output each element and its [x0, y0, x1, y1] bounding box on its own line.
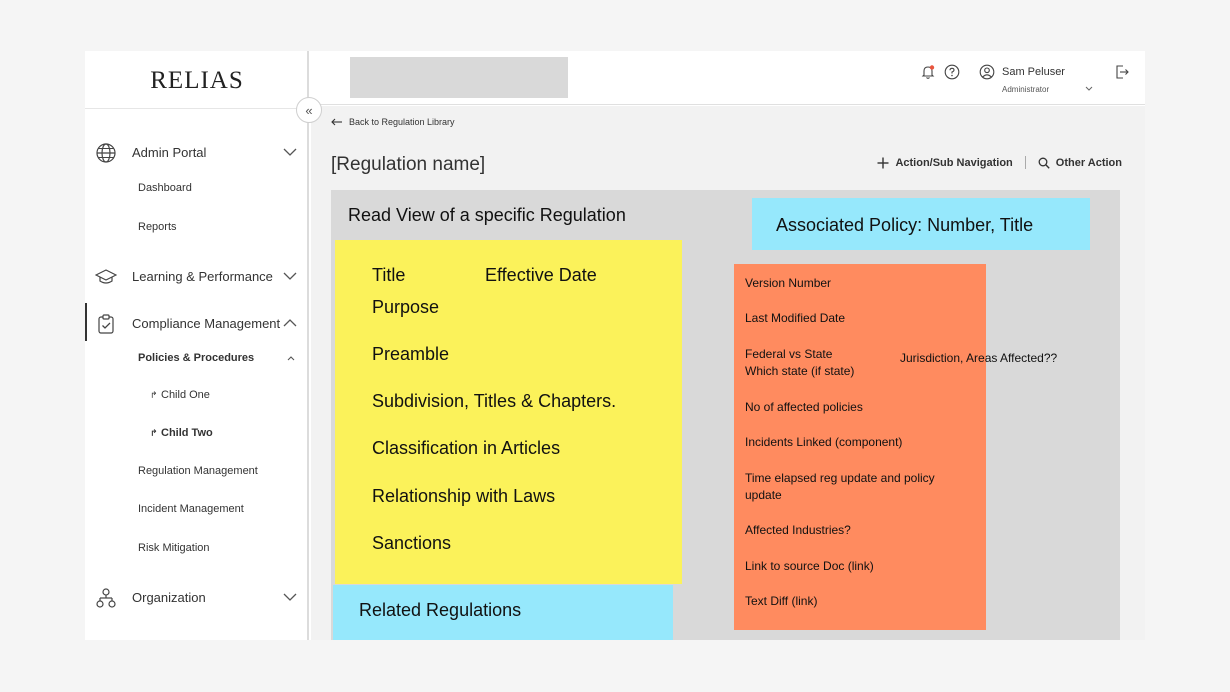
- associated-policy-note: [752, 198, 1090, 250]
- meta-affected-industries: Affected Industries?: [745, 523, 851, 537]
- arrow-left-icon: [331, 118, 343, 126]
- back-link-label: Back to Regulation Library: [349, 117, 455, 127]
- action-divider: [1025, 156, 1026, 169]
- field-sanctions: Sanctions: [372, 533, 452, 553]
- sidebar-item-policies-procedures[interactable]: [138, 352, 254, 364]
- chevron-down-icon: [283, 145, 297, 159]
- field-classification: Classification in Articles: [372, 438, 561, 458]
- help-icon[interactable]: [944, 64, 960, 80]
- chevron-down-icon: [283, 590, 297, 604]
- graduation-cap-icon: [95, 266, 117, 288]
- sidebar-section-admin-portal[interactable]: [85, 137, 309, 167]
- action-label: Other Action: [1055, 156, 1122, 169]
- back-to-library-link[interactable]: [331, 117, 455, 127]
- app-window: [85, 51, 1145, 640]
- sidebar-section-learning-performance[interactable]: [85, 261, 309, 291]
- user-name[interactable]: Sam Peluser: [1002, 66, 1065, 78]
- sidebar: [85, 51, 309, 640]
- meta-text-diff[interactable]: Text Diff (link): [745, 594, 818, 608]
- meta-affected-policies: No of affected policies: [745, 400, 863, 414]
- chevron-down-icon[interactable]: [1084, 85, 1094, 93]
- sidebar-section-label: Organization: [132, 589, 206, 605]
- related-regulations-note: [333, 585, 673, 640]
- meta-incidents-linked: Incidents Linked (component): [745, 435, 903, 449]
- field-preamble: Preamble: [372, 344, 450, 364]
- sidebar-item-risk-mitigation[interactable]: Risk Mitigation: [138, 542, 210, 554]
- field-title: Title: [372, 265, 406, 285]
- sidebar-section-label: Admin Portal: [132, 144, 207, 160]
- top-header: [311, 51, 1145, 105]
- meta-source-link[interactable]: Link to source Doc (link): [745, 559, 874, 573]
- related-regulations-text: Related Regulations: [359, 600, 522, 620]
- user-avatar-icon[interactable]: [979, 64, 995, 80]
- field-subdivision: Subdivision, Titles & Chapters.: [372, 391, 617, 411]
- org-chart-icon: [95, 587, 117, 609]
- meta-time-elapsed-cont: update: [745, 488, 782, 502]
- regulation-metadata-note: [734, 264, 986, 630]
- regulation-fields-note: [335, 240, 682, 584]
- collapse-sidebar-button[interactable]: [296, 97, 322, 123]
- child-arrow-icon: ↱: [150, 428, 158, 438]
- sidebar-item-child-one[interactable]: [150, 389, 210, 401]
- field-relationship: Relationship with Laws: [372, 486, 556, 506]
- field-purpose: Purpose: [372, 297, 440, 317]
- page-actions: [877, 156, 1122, 169]
- action-sub-navigation-button[interactable]: [877, 157, 1012, 169]
- action-label: Action/Sub Navigation: [895, 156, 1013, 169]
- search-icon: [1038, 157, 1050, 169]
- associated-policy-text: Associated Policy: Number, Title: [776, 215, 1034, 235]
- sidebar-section-label: Learning & Performance: [132, 268, 273, 284]
- main-content: [311, 106, 1145, 640]
- sidebar-item-label: Child One: [161, 389, 210, 401]
- field-effective-date: Effective Date: [485, 265, 597, 285]
- sidebar-item-regulation-management[interactable]: Regulation Management: [138, 465, 258, 477]
- meta-last-modified: Last Modified Date: [745, 311, 846, 325]
- sidebar-section-label: Compliance Management: [132, 315, 281, 331]
- plus-icon: [877, 157, 889, 169]
- sidebar-item-child-two[interactable]: [150, 427, 213, 439]
- other-action-button[interactable]: [1038, 157, 1122, 169]
- sidebar-item-label: Child Two: [161, 427, 213, 439]
- meta-time-elapsed: Time elapsed reg update and policy: [745, 471, 935, 485]
- sidebar-section-organization[interactable]: [85, 582, 309, 612]
- logout-icon[interactable]: [1114, 64, 1130, 80]
- meta-version-number: Version Number: [745, 276, 832, 290]
- page-title: [Regulation name]: [331, 154, 486, 175]
- brand-logo[interactable]: [85, 51, 309, 109]
- meta-which-state: Which state (if state): [745, 364, 855, 378]
- globe-icon: [95, 142, 117, 164]
- chevron-down-icon: [283, 269, 297, 283]
- chevron-up-icon: [283, 316, 297, 330]
- sidebar-section-compliance-management[interactable]: [85, 308, 309, 338]
- double-chevron-left-icon: «: [305, 102, 313, 118]
- chevron-up-icon[interactable]: [287, 355, 295, 361]
- sidebar-item-label: Policies & Procedures: [138, 352, 255, 364]
- jurisdiction-note: Jurisdiction, Areas Affected??: [900, 351, 1058, 365]
- child-arrow-icon: ↱: [150, 390, 158, 400]
- sidebar-item-dashboard[interactable]: Dashboard: [138, 182, 192, 194]
- header-placeholder-block: [350, 57, 568, 98]
- regulation-read-view-canvas: [331, 190, 1120, 640]
- logo-text: RELIAS: [150, 67, 244, 94]
- clipboard-check-icon: [95, 313, 117, 335]
- canvas-title: Read View of a specific Regulation: [348, 205, 626, 225]
- user-role[interactable]: Administrator: [1002, 85, 1050, 94]
- meta-federal-state: Federal vs State: [745, 347, 833, 361]
- sidebar-item-reports[interactable]: Reports: [138, 221, 177, 233]
- sidebar-item-incident-management[interactable]: Incident Management: [138, 503, 244, 515]
- bell-icon[interactable]: [920, 64, 936, 80]
